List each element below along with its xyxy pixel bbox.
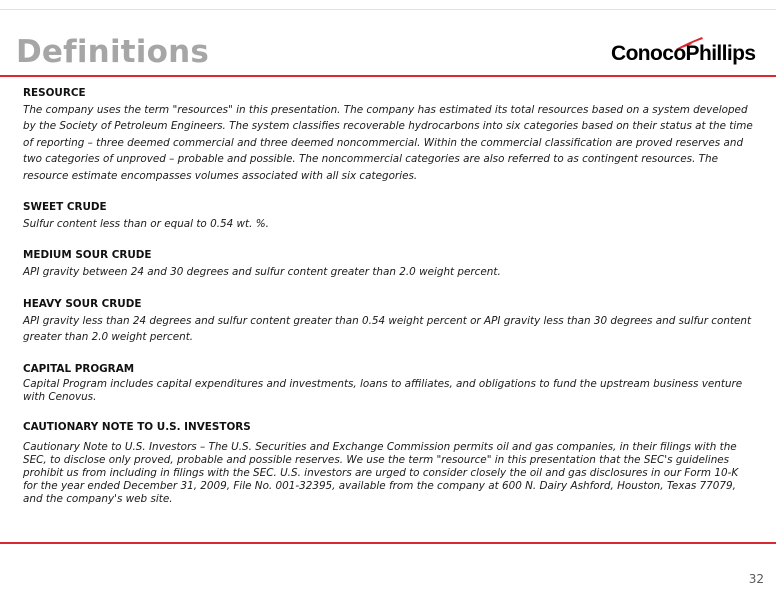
logo-wordmark: ConocoPhillips <box>611 42 756 65</box>
section-heading: CAPITAL PROGRAM <box>23 362 135 375</box>
page-title: Definitions <box>16 34 210 70</box>
section-heading: MEDIUM SOUR CRUDE <box>23 249 152 262</box>
section-body: API gravity less than 24 degrees and sulfur content greater than 0.54 weight percent or API gravity less than 30 degrees and sulfur content greater than 2.0 weight percent. <box>23 314 752 344</box>
cautionary-note <box>23 421 753 506</box>
definition-heavy-sour-crude <box>23 298 753 346</box>
conocophillips-logo <box>611 36 756 70</box>
footer-divider <box>0 542 776 544</box>
section-body: The company uses the term "resources" in this presentation. The company has estimated its total resources based on a system developed by the Society of Petroleum Engineers. The system classifies recoverable hydrocarbons into six categories based on their status at the time of reporting – three deemed commercial and three deemed noncommercial. Within the commercial classification are proved reserves and two categories of unproved – probable and possible. The noncommercial categories are also referred to as contingent resources. The resource estimate encompasses volumes associated with all six categories. <box>23 104 753 182</box>
section-heading: SWEET CRUDE <box>23 201 107 214</box>
definition-resource <box>23 87 753 184</box>
top-divider <box>0 9 776 10</box>
section-body: Cautionary Note to U.S. Investors – The U.S. Securities and Exchange Commission permits oil and gas companies, in their filings with the SEC, to disclose only proved, probable and possible reserves. We use the term "resource" in this presentation that the SEC's guidelines prohibit us from including in filings with the SEC. U.S. investors are urged to consider closely the oil and gas disclosures in our Form 10-K for the year ended December 31, 2009, File No. 001-32395, available from the company at 600 N. Dairy Ashford, Houston, Texas 77079, and the company's web site. <box>23 440 739 505</box>
section-body: Sulfur content less than or equal to 0.54 wt. %. <box>23 218 269 231</box>
definition-sweet-crude <box>23 201 753 232</box>
definitions-list <box>23 87 753 523</box>
definition-medium-sour-crude <box>23 249 753 280</box>
section-heading: RESOURCE <box>23 87 86 99</box>
section-heading: HEAVY SOUR CRUDE <box>23 297 142 310</box>
definition-capital-program <box>23 363 753 404</box>
section-body: Capital Program includes capital expenditures and investments, loans to affiliates, and obligations to fund the upstream business venture with Cenovus. <box>23 377 743 403</box>
section-heading: CAUTIONARY NOTE TO U.S. INVESTORS <box>23 420 251 433</box>
page-number: 32 <box>748 572 764 586</box>
section-body: API gravity between 24 and 30 degrees and sulfur content greater than 2.0 weight percent. <box>23 266 501 279</box>
title-divider <box>0 75 776 77</box>
